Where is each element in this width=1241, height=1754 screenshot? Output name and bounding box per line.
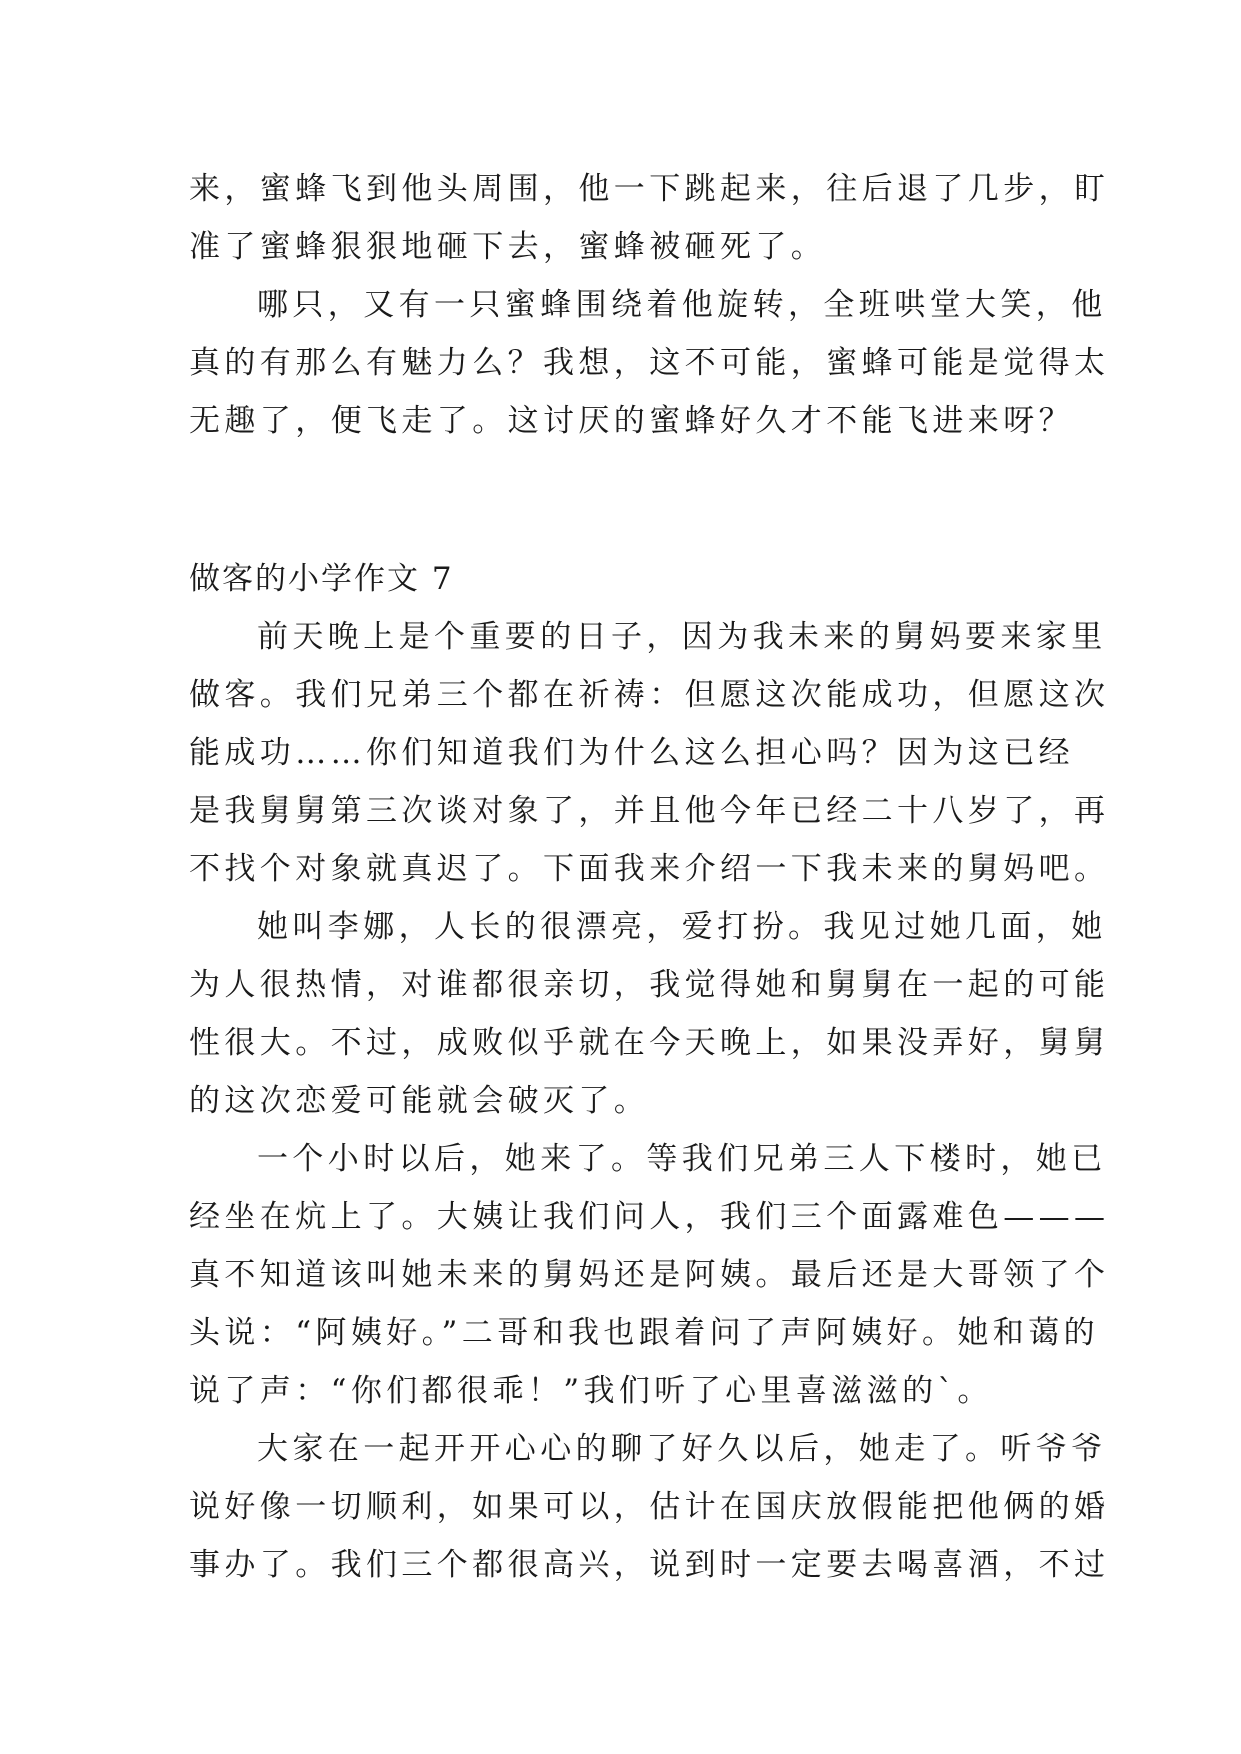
text-line: 做客。我们兄弟三个都在祈祷：但愿这次能成功，但愿这次 [189,677,1110,713]
text-line: 经坐在炕上了。大姨让我们问人，我们三个面露难色——— [189,1199,1110,1235]
text-line: 无趣了，便飞走了。这讨厌的蜜蜂好久才不能飞进来呀？ [189,403,1074,439]
text-line: 事办了。我们三个都很高兴，说到时一定要去喝喜酒，不过 [189,1547,1110,1583]
paragraph [189,898,1110,1130]
document-body [189,160,1110,1594]
text-line: 来，蜜蜂飞到他头周围，他一下跳起来，往后退了几步，盯 [189,171,1110,207]
paragraph [189,160,1110,276]
section-title: 做客的小学作文 7 [189,561,454,597]
text-line: 一个小时以后，她来了。等我们兄弟三人下楼时，她已 [257,1141,1107,1177]
text-line: 为人很热情，对谁都很亲切，我觉得她和舅舅在一起的可能 [189,967,1110,1003]
text-line: 真的有那么有魅力么？我想，这不可能，蜜蜂可能是觉得太 [189,345,1110,381]
text-line: 哪只，又有一只蜜蜂围绕着他旋转，全班哄堂大笑，他 [257,287,1107,323]
text-line: 头说：“阿姨好。”二哥和我也跟着问了声阿姨好。她和蔼的 [189,1315,1099,1351]
paragraph [189,1420,1110,1594]
paragraph [189,1130,1110,1420]
text-line: 的这次恋爱可能就会破灭了。 [189,1083,650,1119]
text-line: 说好像一切顺利，如果可以，估计在国庆放假能把他俩的婚 [189,1489,1110,1525]
text-line: 真不知道该叫她未来的舅妈还是阿姨。最后还是大哥领了个 [189,1257,1110,1293]
paragraph [189,276,1110,450]
text-line: 前天晚上是个重要的日子，因为我未来的舅妈要来家里 [257,619,1107,655]
paragraph [189,608,1110,898]
text-line: 说了声：“你们都很乖！”我们听了心里喜滋滋的`。 [189,1373,993,1409]
text-line: 性很大。不过，成败似乎就在今天晚上，如果没弄好，舅舅 [189,1025,1110,1061]
text-line: 她叫李娜，人长的很漂亮，爱打扮。我见过她几面，她 [257,909,1107,945]
section-spacer [189,450,1059,550]
text-line: 不找个对象就真迟了。下面我来介绍一下我未来的舅妈吧。 [189,851,1110,887]
text-line: 大家在一起开开心心的聊了好久以后，她走了。听爷爷 [257,1431,1107,1467]
text-line: 能成功……你们知道我们为什么这么担心吗？因为这已经 [189,735,1074,771]
text-line: 准了蜜蜂狠狠地砸下去，蜜蜂被砸死了。 [189,229,827,265]
text-line: 是我舅舅第三次谈对象了，并且他今年已经二十八岁了，再 [189,793,1110,829]
